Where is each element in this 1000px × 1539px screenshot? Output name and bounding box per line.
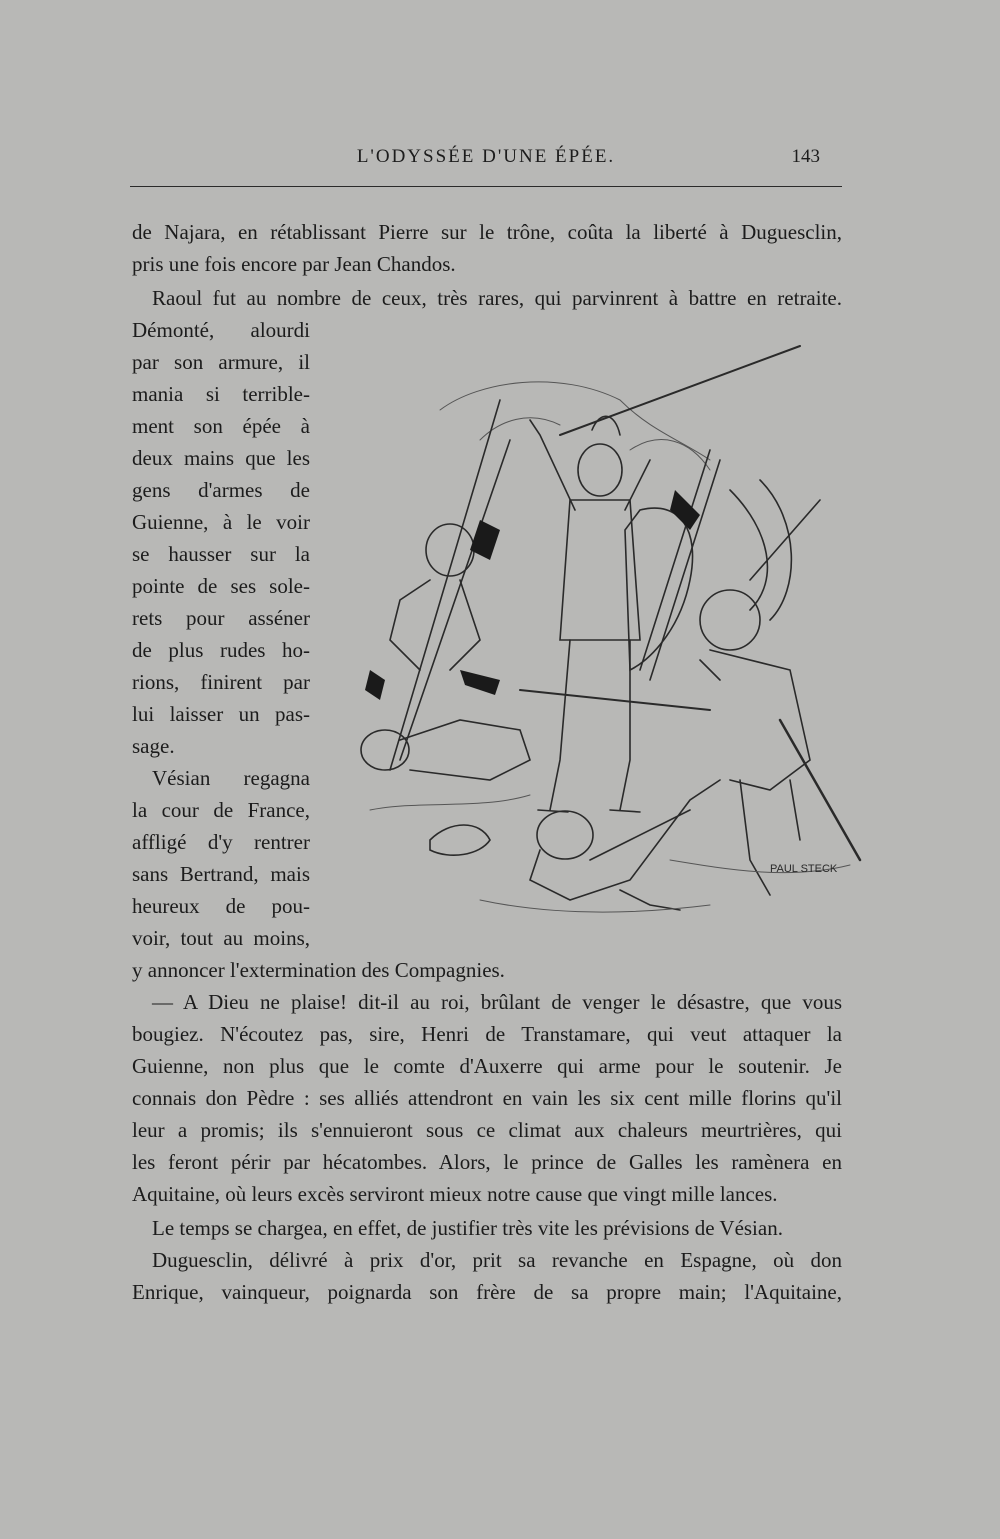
text-line: les feront périr par hécatombes. Alors, le prince de Galles les ramènera en [132, 1150, 842, 1174]
text-line: lui laisser un pas- [132, 702, 310, 726]
text-line: Vésian regagna [152, 766, 310, 790]
text-line: affligé d'y rentrer [132, 830, 310, 854]
text-line: deux mains que les [132, 446, 310, 470]
text-line: leur a promis; ils s'ennuieront sous ce climat aux chaleurs meurtrières, qui [132, 1118, 842, 1142]
text-line: y annoncer l'extermination des Compagnies. [132, 958, 505, 982]
text-line: connais don Pèdre : ses alliés attendront en vain les six cent mille florins qu'il [132, 1086, 842, 1110]
text-line: par son armure, il [132, 350, 310, 374]
text-line: Enrique, vainqueur, poignarda son frère de sa propre main; l'Aquitaine, [132, 1280, 842, 1304]
text-line: Duguesclin, délivré à prix d'or, prit sa revanche en Espagne, où don [152, 1248, 842, 1272]
text-line: sans Bertrand, mais [132, 862, 310, 886]
text-line: ment son épée à [132, 414, 310, 438]
text-line: Guienne, à le voir [132, 510, 310, 534]
page-header [130, 140, 842, 174]
text-line: de Najara, en rétablissant Pierre sur le trône, coûta la liberté à Duguesclin, [132, 220, 842, 244]
text-line: pointe de ses sole- [132, 574, 310, 598]
text-line: Le temps se chargea, en effet, de justifier très vite les prévisions de Vésian. [152, 1216, 783, 1240]
text-line: la cour de France, [132, 798, 310, 822]
battle-illustration [330, 340, 870, 930]
text-line: — A Dieu ne plaise! dit-il au roi, brûlant de venger le désastre, que vous [152, 990, 842, 1014]
text-line: voir, tout au moins, [132, 926, 310, 950]
header-rule [130, 186, 842, 187]
text-line: sage. [132, 734, 175, 758]
text-line: de plus rudes ho- [132, 638, 310, 662]
text-line: se hausser sur la [132, 542, 310, 566]
artist-signature: PAUL STECK [770, 863, 838, 875]
battle-engraving [330, 340, 870, 930]
text-line: rions, finirent par [132, 670, 310, 694]
text-line: Guienne, non plus que le comte d'Auxerre qui arme pour le soutenir. Je [132, 1054, 842, 1078]
text-line: pris une fois encore par Jean Chandos. [132, 252, 456, 276]
text-line: mania si terrible- [132, 382, 310, 406]
running-title: L'ODYSSÉE D'UNE ÉPÉE. [356, 146, 616, 167]
text-line: heureux de pou- [132, 894, 310, 918]
text-line: Aquitaine, où leurs excès serviront mieux notre cause que vingt mille lances. [132, 1182, 778, 1206]
text-line: bougiez. N'écoutez pas, sire, Henri de Transtamare, qui veut attaquer la [132, 1022, 842, 1046]
text-line: rets pour asséner [132, 606, 310, 630]
text-line: gens d'armes de [132, 478, 310, 502]
text-line: Raoul fut au nombre de ceux, très rares, qui parvinrent à battre en retraite. [152, 286, 842, 310]
text-line: Démonté, alourdi [132, 318, 310, 342]
page-number: 143 [791, 146, 820, 167]
